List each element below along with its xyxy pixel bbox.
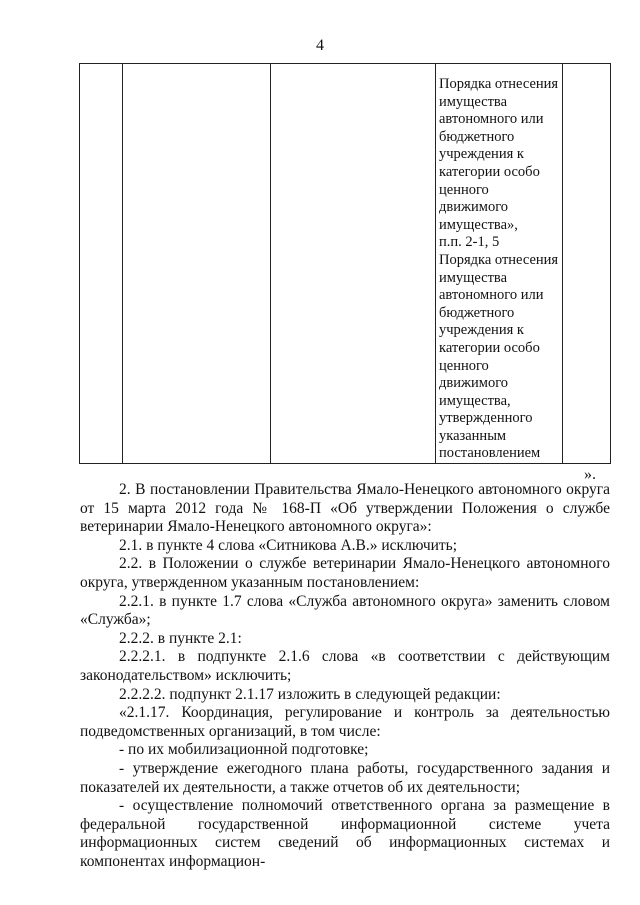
table-cell-basis — [436, 64, 563, 464]
list-item-annual-plan: - утверждение ежегодного плана работы, государственного задания и показателей их деятельности, а также отчетов об их деятельности; — [80, 759, 610, 796]
table-cell-empty-5 — [563, 64, 611, 464]
list-item-responsible-body: - осуществление полномочий ответственного органа за размещение в федеральной государственной информационной системе учета информационных систем сведений об информационных системах и компонентах информацион- — [80, 797, 610, 870]
paragraph-2-1-17: «2.1.17. Координация, регулирование и контроль за деятельностью подведомственных организаций, в том числе: — [80, 704, 610, 740]
page-number: 4 — [316, 37, 324, 54]
table-cell-empty-1 — [80, 64, 123, 464]
paragraph-2-2: 2.2. в Положении о службе ветеринарии Ямало-Ненецкого автономного округа, утвержденном указанным постановлением: — [80, 555, 610, 591]
table-cell-empty-2 — [123, 64, 271, 464]
list-item-mobilization: - по их мобилизационной подготовке; — [119, 741, 369, 759]
paragraph-2: 2. В постановлении Правительства Ямало-Ненецкого автономного округа от 15 марта 2012 года № 168-П «Об утверждении Положения о службе ветеринарии Ямало-Ненецкого автономного округа»: — [80, 481, 610, 536]
paragraph-2-2-1: 2.2.1. в пункте 1.7 слова «Служба автономного округа» заменить словом «Служба»; — [80, 592, 610, 629]
paragraph-2-2-2: 2.2.2. в пункте 2.1: — [119, 629, 242, 647]
table-cell-empty-3 — [271, 64, 436, 464]
continuation-table — [79, 63, 611, 464]
table-row — [80, 64, 611, 464]
paragraph-2-1: 2.1. в пункте 4 слова «Ситникова А.В.» исключить; — [119, 536, 458, 554]
table-cell-text: Порядка отнесения имущества автономного или бюджетного учреждения к категории особо ценного движимого имущества», п.п. 2-1, 5 Порядка отнесения имущества автономного или бюджетного учреждения к категории особо ценного движимого имущества, утвержденного указанным постановлением — [439, 76, 559, 462]
paragraph-2-2-2-1: 2.2.2.1. в подпункте 2.1.6 слова «в соответствии с действующим законодательством» исключить; — [80, 648, 610, 684]
paragraph-2-2-2-2: 2.2.2.2. подпункт 2.1.17 изложить в следующей редакции: — [119, 685, 501, 703]
table-closing-quote: ». — [584, 466, 596, 483]
document-body — [80, 481, 610, 871]
